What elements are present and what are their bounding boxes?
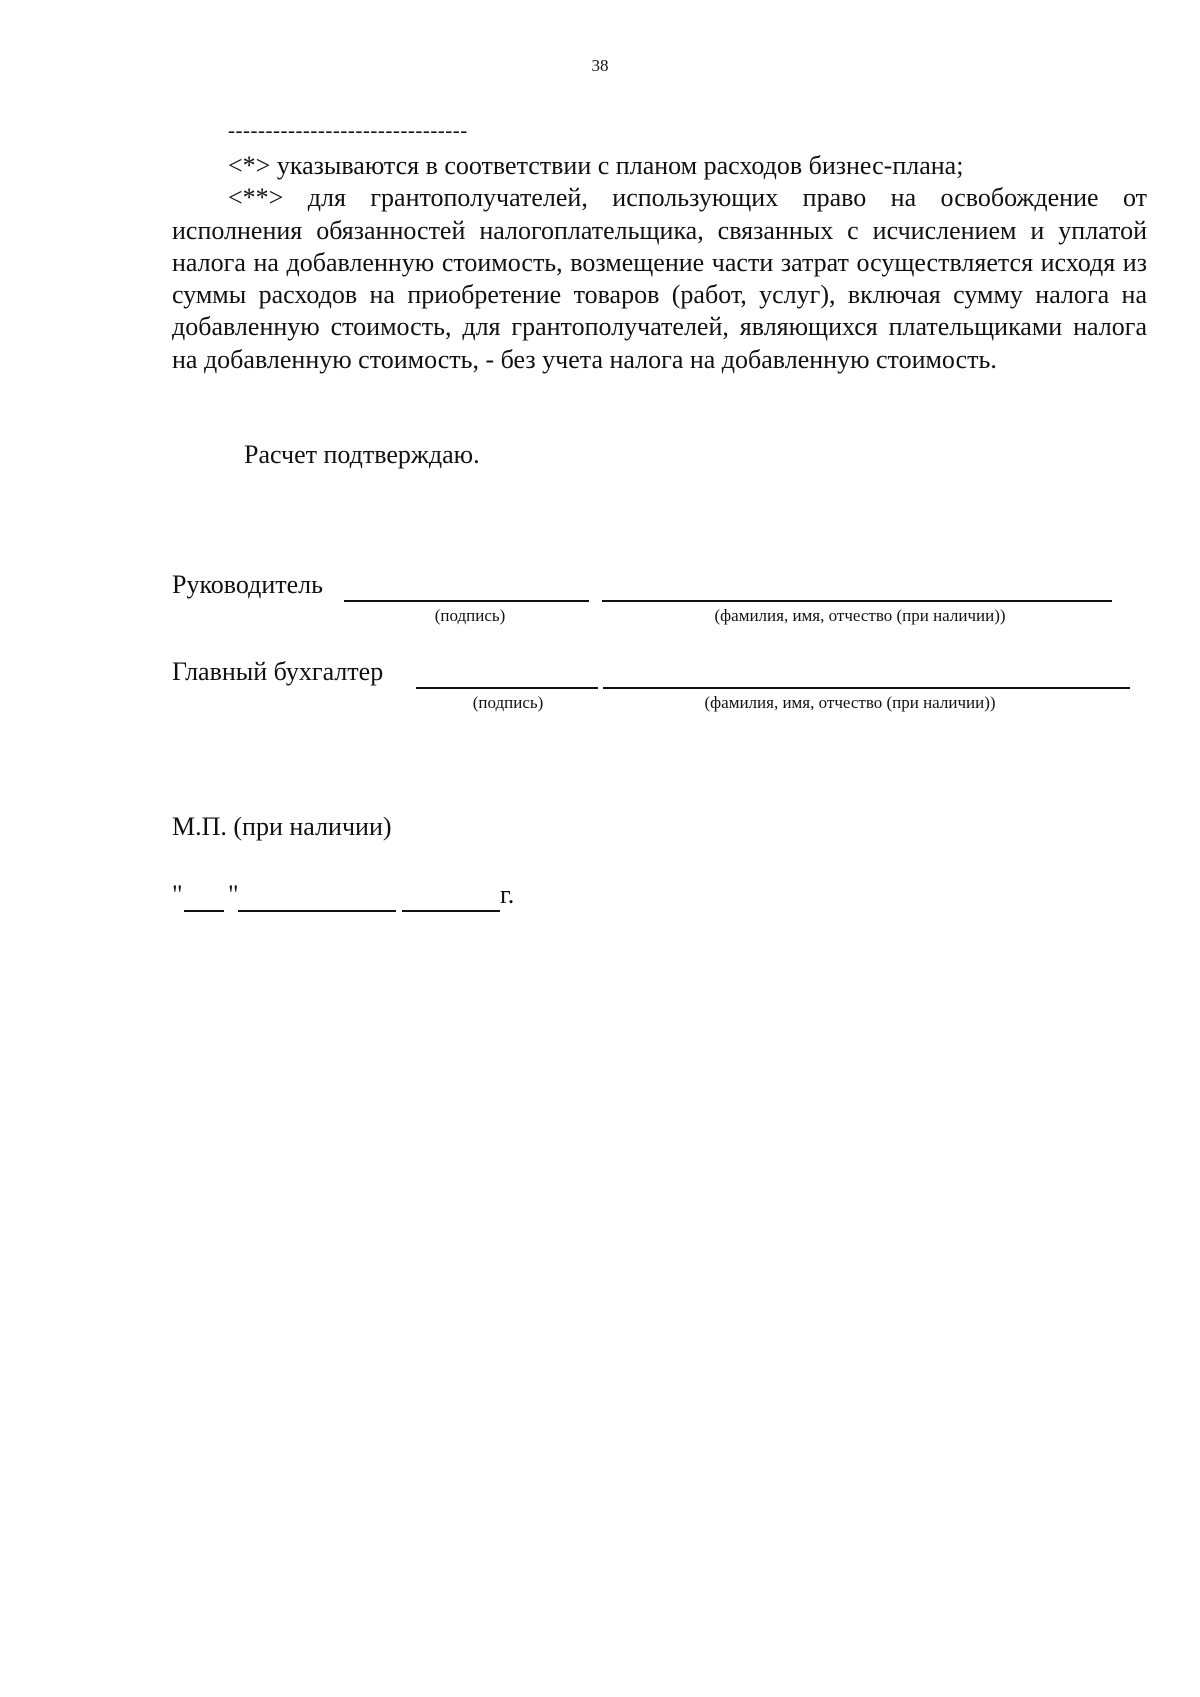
date-year-line[interactable] [402,910,500,912]
head-signature-line[interactable] [344,600,589,602]
accountant-signature-caption: (подпись) [472,693,544,712]
head-signature-caption: (подпись) [434,606,506,625]
date-row [172,880,572,914]
footnote-separator: -------------------------------- [228,118,468,142]
accountant-signature-line[interactable] [416,687,598,689]
accountant-name-line[interactable] [603,687,1130,689]
head-label: Руководитель [172,570,323,599]
footnote-2: <**> для грантополучателей, использующих право на освобождение от исполнения обязанностей налогоплательщика, связанных с исчислением и уплатой налога на добавленную стоимость, возмещение части затрат осуществляется исходя из суммы расходов на приобретение товаров (работ, услуг), включая сумму налога на добавленную стоимость, для грантополучателей, являющихся плательщиками налога на добавленную стоимость, - без учета налога на добавленную стоимость. [172,183,1147,374]
date-close-quote: " [228,880,239,909]
footnote-1: <*> указываются в соответствии с планом расходов бизнес-плана; [228,151,964,180]
accountant-signature-lines [0,657,1200,697]
head-name-caption: (фамилия, имя, отчество (при наличии)) [714,606,1006,625]
head-name-line[interactable] [602,600,1112,602]
date-year-suffix: г. [500,880,515,909]
date-day-line[interactable] [184,910,224,912]
confirmation-text: Расчет подтверждаю. [244,440,480,469]
stamp-label: М.П. (при наличии) [172,812,392,841]
page-number: 38 [591,56,609,75]
date-month-line[interactable] [238,910,396,912]
head-signature-lines [0,570,1200,610]
footnotes [172,150,1147,376]
date-open-quote: " [172,880,183,909]
accountant-name-caption: (фамилия, имя, отчество (при наличии)) [704,693,996,712]
accountant-label: Главный бухгалтер [172,657,384,686]
